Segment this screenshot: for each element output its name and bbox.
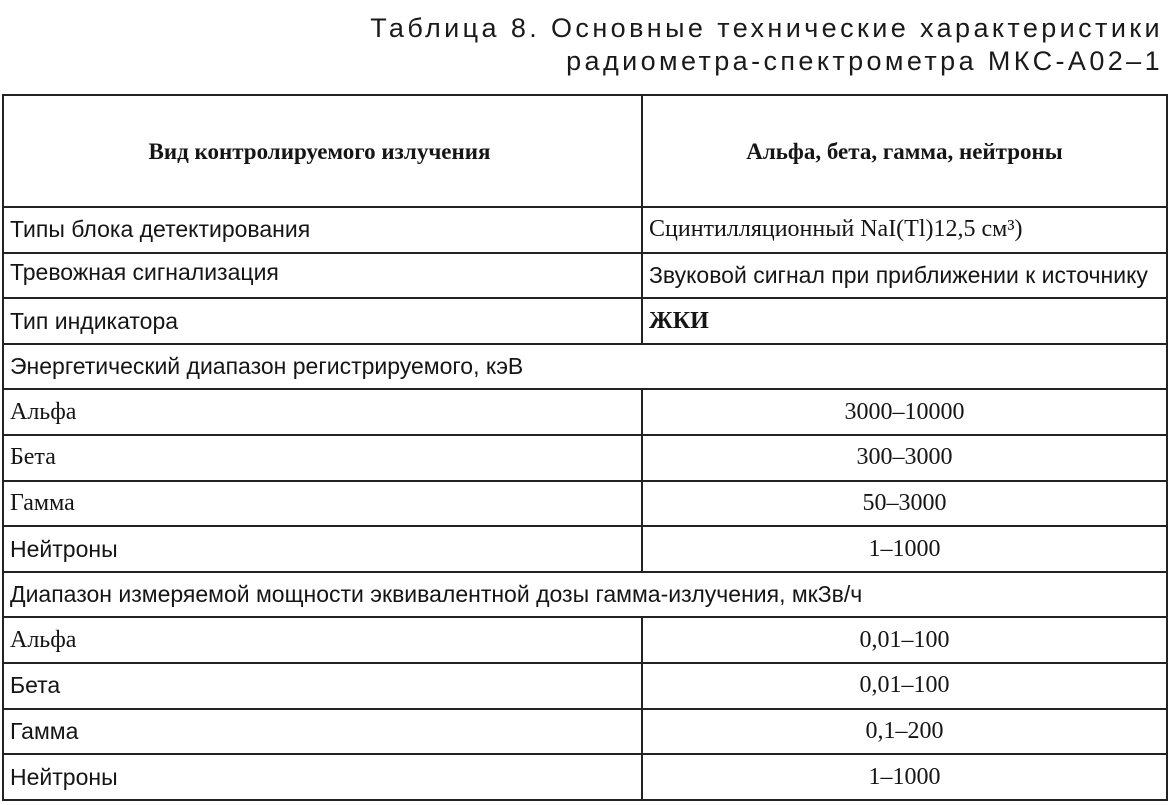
dose-gamma-label: Гамма <box>3 709 642 755</box>
caption-line-1: Таблица 8. Основные технические характеристики <box>370 13 1163 43</box>
caption-line-2: радиометра-спектрометра МКС-А02–1 <box>566 46 1163 76</box>
indicator-label: Тип индикатора <box>3 298 642 344</box>
indicator-value: ЖКИ <box>642 298 1167 344</box>
dose-gamma-value: 0,1–200 <box>642 709 1167 755</box>
section-row <box>3 572 1167 618</box>
specs-table <box>2 94 1168 801</box>
table-row <box>3 207 1167 253</box>
table-row <box>3 663 1167 709</box>
table-row <box>3 526 1167 572</box>
dose-neutrons-value: 1–1000 <box>642 754 1167 800</box>
table-caption <box>370 12 1163 78</box>
dose-alpha-value: 0,01–100 <box>642 617 1167 663</box>
table-row <box>3 754 1167 800</box>
table-row <box>3 709 1167 755</box>
energy-beta-label: Бета <box>3 435 642 481</box>
energy-alpha-label: Альфа <box>3 389 642 435</box>
dose-beta-label: Бета <box>3 663 642 709</box>
detector-type-value: Сцинтилляционный NaI(Tl)12,5 см³) <box>642 207 1167 253</box>
table-row <box>3 389 1167 435</box>
energy-gamma-value: 50–3000 <box>642 481 1167 527</box>
energy-alpha-value: 3000–10000 <box>642 389 1167 435</box>
energy-gamma-label: Гамма <box>3 481 642 527</box>
table-header-row <box>3 95 1167 207</box>
detector-type-label: Типы блока детектирования <box>3 207 642 253</box>
table-row <box>3 298 1167 344</box>
dose-alpha-label: Альфа <box>3 617 642 663</box>
header-radiation-values: Альфа, бета, гамма, нейтроны <box>642 95 1167 207</box>
dose-beta-value: 0,01–100 <box>642 663 1167 709</box>
energy-range-section: Энергетический диапазон регистрируемого, кэВ <box>3 344 1167 390</box>
dose-neutrons-label: Нейтроны <box>3 754 642 800</box>
alarm-label: Тревожная сигнализация <box>3 253 642 299</box>
alarm-value: Звуковой сигнал при приближении к источнику <box>642 253 1167 299</box>
table-row <box>3 435 1167 481</box>
table-row <box>3 481 1167 527</box>
energy-neutrons-value: 1–1000 <box>642 526 1167 572</box>
energy-neutrons-label: Нейтроны <box>3 526 642 572</box>
energy-beta-value: 300–3000 <box>642 435 1167 481</box>
table-row <box>3 617 1167 663</box>
table-row <box>3 253 1167 299</box>
dose-rate-section: Диапазон измеряемой мощности эквивалентной дозы гамма-излучения, мкЗв/ч <box>3 572 1167 618</box>
header-radiation-type: Вид контролируемого излучения <box>3 95 642 207</box>
section-row <box>3 344 1167 390</box>
